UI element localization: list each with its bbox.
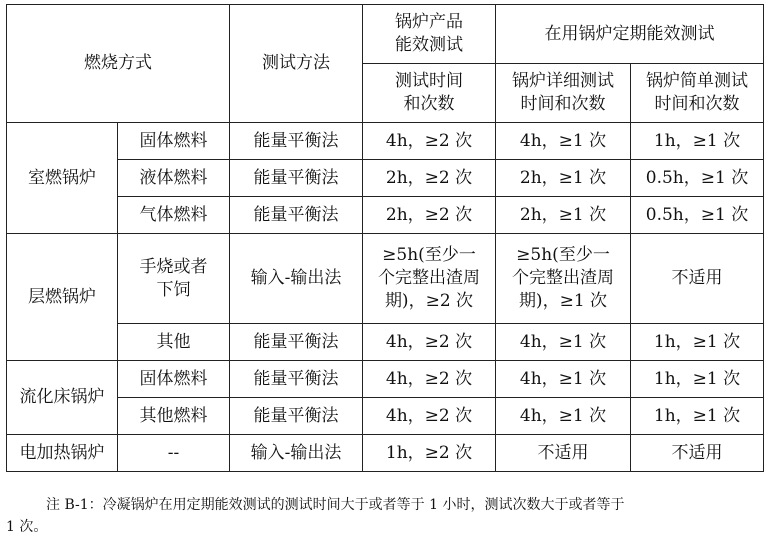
detailed-cell: 2h，≥1 次: [496, 160, 631, 197]
group-cell: 流化床锅炉: [7, 361, 118, 435]
simple-cell: 1h，≥1 次: [631, 398, 764, 435]
table-footnote: [6, 494, 763, 538]
detailed-cell: 4h，≥1 次: [496, 123, 631, 160]
simple-cell: 1h，≥1 次: [631, 361, 764, 398]
fuel-cell: 液体燃料: [118, 160, 230, 197]
method-cell: 能量平衡法: [230, 324, 363, 361]
simple-cell: 0.5h，≥1 次: [631, 197, 764, 234]
table-row: [7, 361, 764, 398]
method-cell: 输入-输出法: [230, 435, 363, 472]
method-cell: 能量平衡法: [230, 398, 363, 435]
header-combustion-mode: 燃烧方式: [7, 5, 230, 123]
detailed-cell: 4h，≥1 次: [496, 324, 631, 361]
product-cell: ≥5h(至少一 个完整出渣周 期)，≥2 次: [363, 234, 496, 324]
fuel-cell: 手烧或者 下饲: [118, 234, 230, 324]
table-row: [7, 398, 764, 435]
product-cell: 1h，≥2 次: [363, 435, 496, 472]
simple-cell: 0.5h，≥1 次: [631, 160, 764, 197]
table-row: [7, 160, 764, 197]
method-cell: 能量平衡法: [230, 197, 363, 234]
fuel-cell: 气体燃料: [118, 197, 230, 234]
header-test-method: 测试方法: [230, 5, 363, 123]
method-cell: 能量平衡法: [230, 123, 363, 160]
method-cell: 能量平衡法: [230, 160, 363, 197]
detailed-cell: 不适用: [496, 435, 631, 472]
fuel-cell: 其他: [118, 324, 230, 361]
simple-cell: 1h，≥1 次: [631, 324, 764, 361]
table-row: [7, 123, 764, 160]
detailed-cell: ≥5h(至少一 个完整出渣周 期)，≥1 次: [496, 234, 631, 324]
product-cell: 4h，≥2 次: [363, 123, 496, 160]
group-cell: 电加热锅炉: [7, 435, 118, 472]
product-cell: 2h，≥2 次: [363, 160, 496, 197]
product-cell: 4h，≥2 次: [363, 361, 496, 398]
test-requirements-table: [6, 4, 764, 472]
header-detailed-time-count: 锅炉详细测试 时间和次数: [496, 64, 631, 123]
header-periodic-test: 在用锅炉定期能效测试: [496, 5, 764, 64]
group-cell: 室燃锅炉: [7, 123, 118, 234]
table-row: [7, 324, 764, 361]
table-row: [7, 435, 764, 472]
fuel-cell: --: [118, 435, 230, 472]
fuel-cell: 其他燃料: [118, 398, 230, 435]
product-cell: 4h，≥2 次: [363, 324, 496, 361]
header-product-time-count: 测试时间 和次数: [363, 64, 496, 123]
method-cell: 输入-输出法: [230, 234, 363, 324]
simple-cell: 不适用: [631, 234, 764, 324]
product-cell: 4h，≥2 次: [363, 398, 496, 435]
footnote-line-2: 1 次。: [6, 519, 48, 535]
table-row: [7, 234, 764, 324]
detailed-cell: 4h，≥1 次: [496, 398, 631, 435]
fuel-cell: 固体燃料: [118, 123, 230, 160]
fuel-cell: 固体燃料: [118, 361, 230, 398]
product-cell: 2h，≥2 次: [363, 197, 496, 234]
method-cell: 能量平衡法: [230, 361, 363, 398]
detailed-cell: 2h，≥1 次: [496, 197, 631, 234]
table-row: [7, 197, 764, 234]
group-cell: 层燃锅炉: [7, 234, 118, 361]
simple-cell: 1h，≥1 次: [631, 123, 764, 160]
detailed-cell: 4h，≥1 次: [496, 361, 631, 398]
header-product-test: 锅炉产品 能效测试: [363, 5, 496, 64]
simple-cell: 不适用: [631, 435, 764, 472]
header-simple-time-count: 锅炉简单测试 时间和次数: [631, 64, 764, 123]
footnote-line-1: 注 B-1：冷凝锅炉在用定期能效测试的测试时间大于或者等于 1 小时，测试次数大于或者等于: [46, 497, 625, 513]
